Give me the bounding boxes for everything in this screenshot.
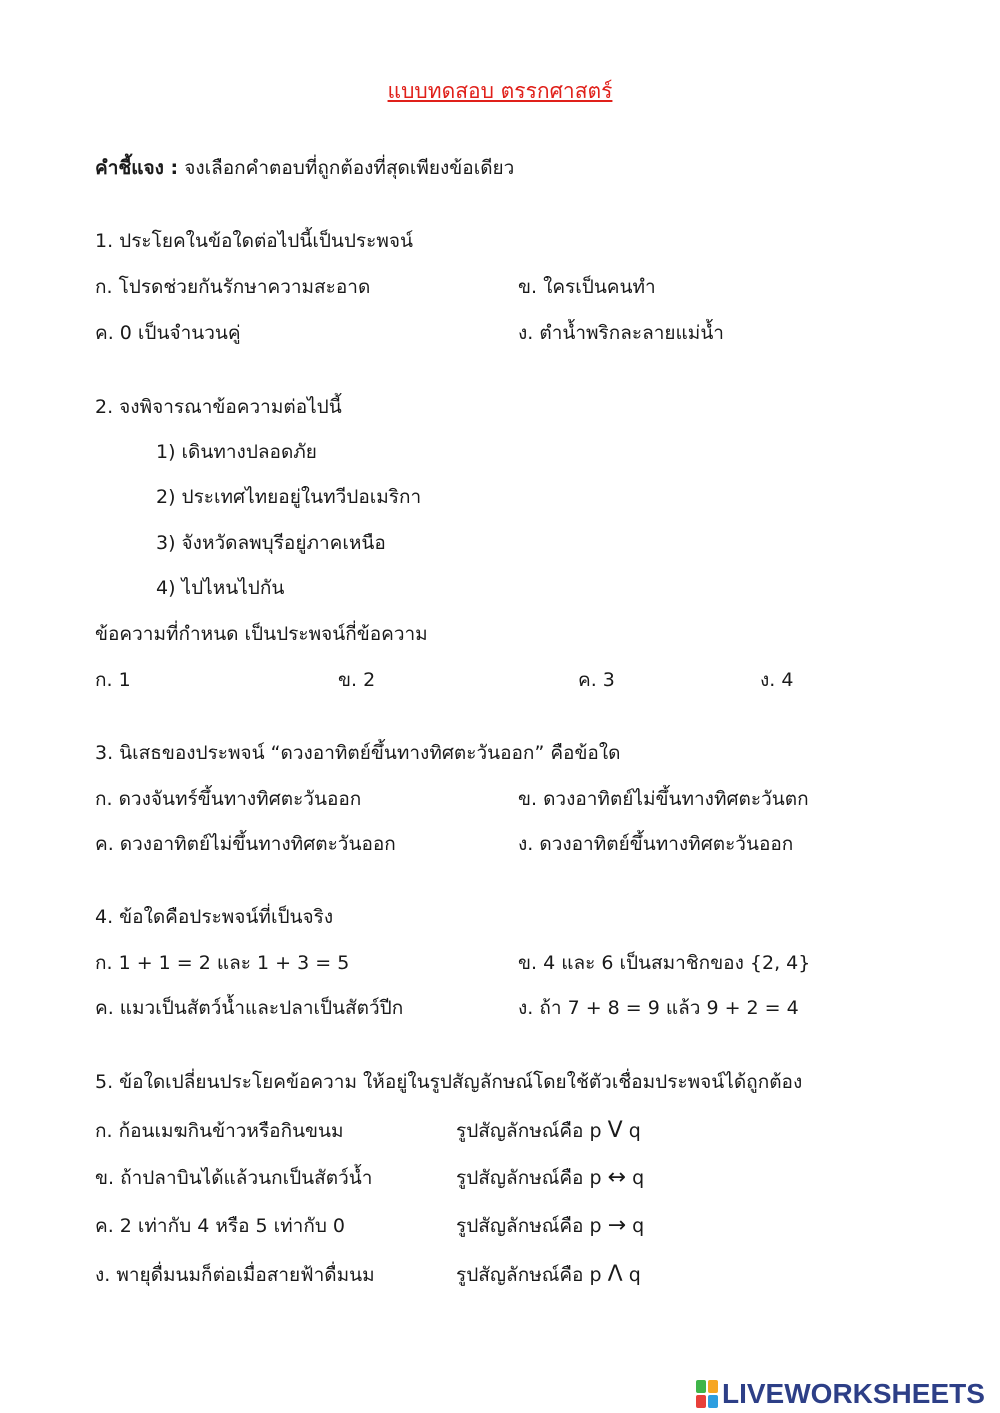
var-q: q: [628, 1264, 641, 1286]
q4-option-b[interactable]: ข. 4 และ 6 เป็นสมาชิกของ {2, 4}: [518, 952, 811, 974]
q5-option-a[interactable]: ก. ก้อนเมฆกินข้าวหรือกินขนม: [95, 1120, 344, 1142]
instruction-text: จงเลือกคำตอบที่ถูกต้องที่สุดเพียงข้อเดียว: [184, 157, 515, 179]
question-1: 1. ประโยคในข้อใดต่อไปนี้เป็นประพจน์: [95, 230, 413, 252]
form-label: รูปสัญลักษณ์คือ: [456, 1215, 584, 1237]
q2-item-3: 3) จังหวัดลพบุรีอยู่ภาคเหนือ: [156, 532, 386, 554]
question-4: 4. ข้อใดคือประพจน์ที่เป็นจริง: [95, 906, 334, 928]
q4-option-a[interactable]: ก. 1 + 1 = 2 และ 1 + 3 = 5: [95, 952, 350, 974]
var-p: p: [589, 1167, 602, 1189]
instruction-label: คำชี้แจง :: [95, 157, 179, 179]
form-label: รูปสัญลักษณ์คือ: [456, 1167, 584, 1189]
page-title: แบบทดสอบ ตรรกศาสตร์: [387, 79, 613, 103]
q2-option-c[interactable]: ค. 3: [578, 669, 615, 691]
q2-option-b[interactable]: ข. 2: [338, 669, 376, 691]
q1-option-c[interactable]: ค. 0 เป็นจำนวนคู่: [95, 322, 241, 344]
logo-block: [696, 1380, 706, 1393]
logo-block: [696, 1395, 706, 1408]
q5-form-c: [456, 1213, 644, 1239]
question-5: 5. ข้อใดเปลี่ยนประโยคข้อความ ให้อยู่ในรูปสัญลักษณ์โดยใช้ตัวเชื่อมประพจน์ได้ถูกต้อง: [95, 1071, 803, 1093]
q3-option-d[interactable]: ง. ดวงอาทิตย์ขึ้นทางทิศตะวันออก: [518, 833, 794, 855]
form-label: รูปสัญลักษณ์คือ: [456, 1264, 584, 1286]
and-symbol: Λ: [607, 1262, 623, 1287]
q3-option-b[interactable]: ข. ดวงอาทิตย์ไม่ขึ้นทางทิศตะวันตก: [518, 788, 809, 810]
q2-item-2: 2) ประเทศไทยอยู่ในทวีปอเมริกา: [156, 486, 422, 508]
q5-option-c[interactable]: ค. 2 เท่ากับ 4 หรือ 5 เท่ากับ 0: [95, 1215, 346, 1237]
liveworksheets-logo[interactable]: [696, 1378, 985, 1410]
q4-option-c[interactable]: ค. แมวเป็นสัตว์น้ำและปลาเป็นสัตว์ปีก: [95, 997, 404, 1019]
q3-option-c[interactable]: ค. ดวงอาทิตย์ไม่ขึ้นทางทิศตะวันออก: [95, 833, 396, 855]
form-label: รูปสัญลักษณ์คือ: [456, 1120, 584, 1142]
var-q: q: [632, 1167, 645, 1189]
logo-block: [708, 1380, 718, 1393]
var-p: p: [589, 1264, 602, 1286]
q2-option-d[interactable]: ง. 4: [760, 669, 794, 691]
q5-option-d[interactable]: ง. พายุดื่มนมก็ต่อเมื่อสายฟ้าดื่มนม: [95, 1264, 375, 1286]
q2-option-a[interactable]: ก. 1: [95, 669, 131, 691]
q2-item-1: 1) เดินทางปลอดภัย: [156, 441, 317, 463]
var-p: p: [589, 1215, 602, 1237]
logo-mark-icon: [696, 1380, 718, 1408]
q2-prompt: ข้อความที่กำหนด เป็นประพจน์กี่ข้อความ: [95, 623, 428, 645]
q5-form-b: [456, 1165, 644, 1191]
q1-option-d[interactable]: ง. ตำน้ำพริกละลายแม่น้ำ: [518, 322, 724, 344]
var-q: q: [632, 1215, 645, 1237]
logo-text: LIVEWORKSHEETS: [722, 1378, 985, 1409]
logo-block: [708, 1395, 718, 1408]
q1-option-a[interactable]: ก. โปรดช่วยกันรักษาความสะอาด: [95, 276, 371, 298]
instruction: [95, 155, 514, 181]
var-q: q: [628, 1120, 641, 1142]
q5-form-d: [456, 1262, 641, 1288]
biconditional-symbol: ↔: [607, 1165, 627, 1190]
question-2: 2. จงพิจารณาข้อความต่อไปนี้: [95, 396, 342, 418]
q1-option-b[interactable]: ข. ใครเป็นคนทำ: [518, 276, 656, 298]
or-symbol: V: [607, 1118, 623, 1143]
q5-form-a: [456, 1118, 641, 1144]
q3-option-a[interactable]: ก. ดวงจันทร์ขึ้นทางทิศตะวันออก: [95, 788, 362, 810]
var-p: p: [589, 1120, 602, 1142]
question-3: 3. นิเสธของประพจน์ “ดวงอาทิตย์ขึ้นทางทิศตะวันออก” คือข้อใด: [95, 742, 621, 764]
q2-item-4: 4) ไปไหนไปกัน: [156, 577, 285, 599]
implies-symbol: →: [607, 1213, 627, 1238]
q5-option-b[interactable]: ข. ถ้าปลาบินได้แล้วนกเป็นสัตว์น้ำ: [95, 1167, 373, 1189]
q4-option-d[interactable]: ง. ถ้า 7 + 8 = 9 แล้ว 9 + 2 = 4: [518, 997, 799, 1019]
